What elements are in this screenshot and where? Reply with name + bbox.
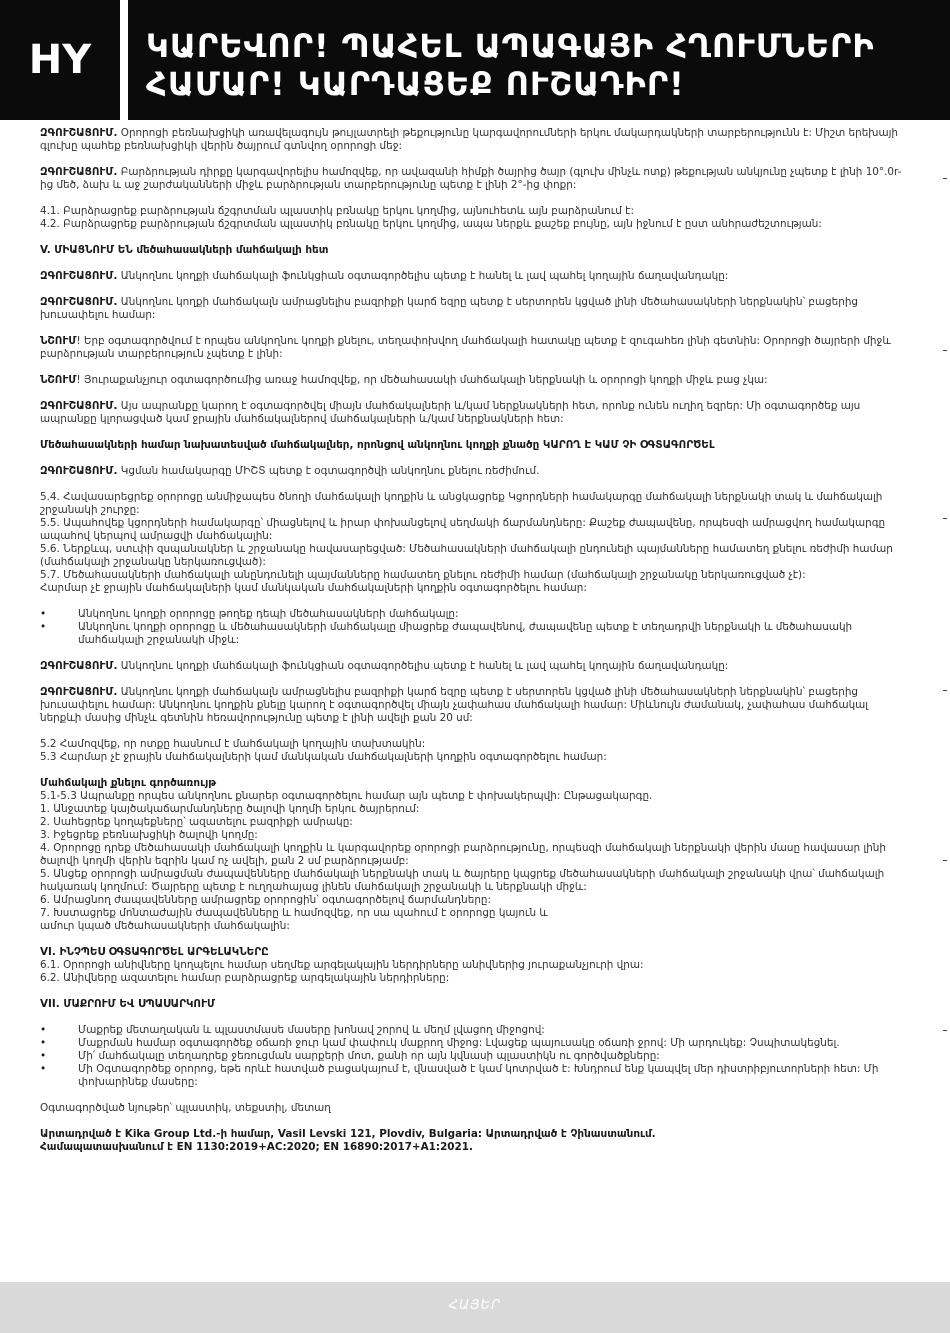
edge-tick xyxy=(943,690,947,691)
warning-paragraph xyxy=(40,686,912,725)
brake-step: 6.2. Անիվները ազատելու համար բարձրացրեք արգելակային ներդիրները: xyxy=(40,972,450,984)
note-text: ! Յուրաքանչյուր օգտագործումից առաջ համոզվեք, որ մեծահասակի մահճակալի ներքնակի և օրորոցի կողքի միջև բաց չկա: xyxy=(76,374,768,386)
warning-label: ԶԳՈՒՇԱՑՈՒՄ. xyxy=(40,270,118,282)
step-5-2: 5.2 Համոզվեք, որ ոտքը հասնում է մահճակալի կողային տախտակին: xyxy=(40,738,426,750)
procedure-step: 3. Իջեցրեք բեռնախցիկի ծալովի կողմը: xyxy=(40,829,258,841)
page-footer xyxy=(0,1282,950,1333)
title-box xyxy=(128,0,950,120)
manufacturer-line: Արտադրված է Kika Group Ltd.-ի համար, Vasil Levski 121, Plovdiv, Bulgaria: Արտադրված է Չինաստանում. xyxy=(40,1128,656,1140)
instructions-body xyxy=(40,127,912,1154)
section-vi-heading: VI. ԻՆՉՊԵՍ ՕԳՏԱԳՈՐԾԵԼ ԱՐԳԵԼԱԿՆԵՐԸ xyxy=(40,946,269,958)
warning-label: ԶԳՈՒՇԱՑՈՒՄ. xyxy=(40,465,118,477)
list-item: • Անկողնու կողքի օրորոցը և մեծահասակների մահճակալը միացրեք ժապավենով, ժապավենը պետք է տեղադրվի ներքնակի և մեծահասակի մահճակալի շրջանակի միջև: xyxy=(40,621,912,647)
step-5-6: 5.6. Ներքևպ, ստւփի զսպանակներ և շրջանակը հավասարեցված: Մեծահասակների մահճակալի ընդունելի պայմանները համատեղ քնելու ռեժիմի համար (մահճակալի շրջանակը ներկառուցված): xyxy=(40,543,893,568)
warning-text: Անկողնու կողքի մահճակալի ֆունկցիան օգտագործելիս պետք է հանել և լավ պահել կողային ճաղավանդակը: xyxy=(117,270,729,282)
procedure-step: 1. Անջատեք կայծակաճարմանդները ծալովի կողմի երկու ծայրերում: xyxy=(40,803,420,815)
warning-text: Անկողնու կողքի մահճակալի ֆունկցիան օգտագործելիս պետք է հանել և լավ պահել կողային ճաղավանդակը: xyxy=(117,660,729,672)
note-label: ՆՇՈՒՄ xyxy=(40,374,77,386)
section-v-heading: V. ՄԻԱՑՆՈՒՄ ԵՆ մեծահասակների մահճակալի հետ xyxy=(40,244,329,256)
procedure-step: 5. Անցեք օրորոցի ամրացման ժապավենները մահճակալի ներքնակի տակ և ծայրերը կպցրեք մեծահասակների մահճակալի շրջանակի վրա՝ մահճակալի հակառակ կողմում: Ծայրերը պետք է ուղղահայաց լինեն մահճակալի շրջանակի և ներքնակի միջև: xyxy=(40,868,885,893)
page-header xyxy=(0,0,950,120)
warning-text: Անկողնու կողքի մահճակալն ամրացնելիս բազրիքի կարճ եզրը պետք է սերտորեն կցված լինի մեծահասակների ներքնակին՝ բացերից խուսափելու համար: xyxy=(40,296,858,321)
warning-paragraph xyxy=(40,400,912,426)
bedside-bullets xyxy=(40,608,912,647)
step-4-2: 4.2. Բարձրացրեք բարձրության ճշգրտման պլաստիկ բռնակը երկու կողմից, ապա ներքև քաշեք բույնը, այն իջնում է ըստ անհրաժեշտության: xyxy=(40,218,822,230)
warning-paragraph xyxy=(40,660,912,673)
warning-paragraph xyxy=(40,127,912,153)
list-item: • Մաքրման համար օգտագործեք օճառի ջուր կամ փափուկ մաքրող միջոց: Լվացեք պայուսակը օճառի ջրով: Մի արդուկեք: Չսպիտակեցնել. xyxy=(40,1037,912,1050)
warning-text: Բարձրության դիրքը կարգավորելիս համոզվեք, որ ավազանի հիմքի ծայրից ծայր (գլուխ մինչև ոտք) թեքության անկյունը չպետք է լինի 10°.0r-ից մեծ, ձախ և աջ շարժականների միջև բարձրության տարբերությունը պետք է լինի 2°-ից փոքր: xyxy=(40,166,902,191)
procedure-step: 6. Ամրացնող ժապավենները ամրացրեք օրորոցին՝ օգտագործելով ճարմանդները: xyxy=(40,894,492,906)
procedure-heading: Մահճակալի քնելու գործառույթ xyxy=(40,777,217,789)
unsuitable-note: Հարմար չէ ջրային մահճակալների կամ մանկական մահճակալների կողքին օգտագործելու համար: xyxy=(40,582,587,594)
list-item: • Մաքրեք մետաղական և պլաստմասե մասերը խոնավ շորով և մեղմ լվացող միջոցով: xyxy=(40,1024,912,1037)
warning-label: ԶԳՈՒՇԱՑՈՒՄ. xyxy=(40,296,118,308)
edge-tick xyxy=(943,860,947,861)
warning-label: ԶԳՈՒՇԱՑՈՒՄ. xyxy=(40,686,118,698)
warning-paragraph xyxy=(40,465,912,478)
procedure-step: 7. Խստացրեք մոնտաժային ժապավենները և համոզվեք, որ սա պահում է օրորոցը կայուն և xyxy=(40,907,548,919)
warning-text: Օրորոցի բեռնախցիկի առավելագույն թույլատրելի թեքությունը կարգավորումների երկու մակարդակների տարբերությունն է: Միշտ երեխայի գլուխը պահեք բեռնախցիկի վերին ծայրում գտնվող օրորոցի մեջ: xyxy=(40,127,899,152)
language-code: HY xyxy=(28,37,92,83)
adult-beds-subheading: Մեծահասակների համար նախատեսված մահճակալներ, որոնցով անկողնու կողքի քնածը ԿԱՐՈՂ Է ԿԱՄ ՉԻ ՕԳՏԱԳՈՐԾԵԼ xyxy=(40,439,715,451)
section-vii-heading: VII. ՄԱՔՐՈՒՄ ԵՎ ՍՊԱՍԱՐԿՈՒՄ xyxy=(40,998,216,1010)
warning-text: Այս ապրանքը կարող է օգտագործվել միայն մահճակալների և/կամ ներքնակների հետ, որոնք ունեն ուղիղ եզրեր: Մի օգտագործեք այս ապրանքը կլորացված կամ ջրային մահճակալներով մահճակալների և/կամ ներքնակների հետ: xyxy=(40,400,861,425)
list-item: • Մի՛ մահճակալը տեղադրեք ջեռուցման սարքերի մոտ, քանի որ այն կվնասի պլաստիկն ու գործվածքները: xyxy=(40,1050,912,1063)
procedure-step: 2. Սահեցրեք կողպեքները՝ ազատելու բազրիքի ամրակը: xyxy=(40,816,353,828)
step-4-1: 4.1. Բարձրացրեք բարձրության ճշգրտման պլաստիկ բռնակը երկու կողմից, այնուհետև այն բարձրանում է: xyxy=(40,205,635,217)
edge-tick xyxy=(943,350,947,351)
step-5-5: 5.5. Ապահովեք կցորդների համակարգը՝ միացնելով և իրար փոխանցելով սեղմակի ճարմանդները: Քաշեք ժապավենը, որպեսզի ամրացվող համակարգը ապահով կերպով ամրացվի մահճակալին: xyxy=(40,517,886,542)
warning-paragraph xyxy=(40,296,912,322)
warning-label: ԶԳՈՒՇԱՑՈՒՄ. xyxy=(40,660,118,672)
procedure-step: ամուր կպած մեծահասակների մահճակալին: xyxy=(40,920,290,932)
edge-tick xyxy=(943,178,947,179)
warning-label: ԶԳՈՒՇԱՑՈՒՄ. xyxy=(40,400,118,412)
edge-tick xyxy=(943,1030,947,1031)
title-line-1: ԿԱՐԵՎՈՐ! ՊԱՀԵԼ ԱՊԱԳԱՅԻ ՀՂՈՒՄՆԵՐԻ xyxy=(146,27,875,65)
procedure-step: 4. Օրորոցը դրեք մեծահասակի մահճակալի կողքին և կարգավորեք օրորոցի բարձրությունը, որպեսզի մահճակալի ներքնակի վերին մասը հավասար լինի ծալովի կողմի վերին եզրին կամ ոչ ավելի, քան 2 սմ բարձրությամբ: xyxy=(40,842,886,867)
list-item: • Մի Օգտագործեք օրորոց, եթե որևէ հատված բացակայում է, վնասված է կամ կոտրված է: Խնդրում ենք կապվել մեր դիստրիբյուտորների հետ: Մի փոխարինեք մասերը: xyxy=(40,1063,912,1089)
language-code-box xyxy=(0,0,120,120)
warning-label: ԶԳՈՒՇԱՑՈՒՄ. xyxy=(40,127,118,139)
warning-paragraph xyxy=(40,166,912,192)
note-paragraph xyxy=(40,335,912,361)
step-5-4: 5.4. Հավասարեցրեք օրորոցը անմիջապես ծնողի մահճակալի կողքին և անցկացրեք Կցորդների համակարգը մահճակալի ներքնակի տակ և մահճակալի շրջանակի շուրջը: xyxy=(40,491,883,516)
step-5-7: 5.7. Մեծահասակների մահճակալի անընդունելի պայմանները համատեղ քնելու ռեժիմի համար (մահճակալի շրջանակը ներկառուցված չէ): xyxy=(40,569,806,581)
note-label: ՆՇՈՒՄ xyxy=(40,335,77,347)
step-5-3: 5.3 Հարմար չէ ջրային մահճակալների կամ մանկական մահճակալների կողքին օգտագործելու համար: xyxy=(40,751,607,763)
compliance-line: Համապատասխանում է EN 1130:2019+AC:2020; EN 16890:2017+A1:2021. xyxy=(40,1141,473,1153)
title-line-2: ՀԱՄԱՐ! ԿԱՐԴԱՑԵՔ ՈՒՇԱԴԻՐ! xyxy=(146,65,685,103)
edge-tick xyxy=(943,518,947,519)
list-item: • Անկողնու կողքի օրորոցը թողեք դեպի մեծահասակների մահճակալը: xyxy=(40,608,912,621)
warning-label: ԶԳՈՒՇԱՑՈՒՄ. xyxy=(40,166,118,178)
cleaning-bullets xyxy=(40,1024,912,1089)
footer-language-label: ՀԱՅԵՐ xyxy=(448,1298,502,1313)
note-text: ! Երբ օգտագործվում է որպես անկողնու կողքի քնելու, տեղափոխվող մահճակալի հատակը պետք է զուգահեռ լինի գետնին: Օրորոցի ծայրերի միջև բարձրության տարբերություն չպետք է լինի: xyxy=(40,335,891,360)
warning-text: Կցման համակարգը ՄԻՇՏ պետք է օգտագործվի անկողնու քնելու ռեժիմում. xyxy=(117,465,540,477)
warning-text: Անկողնու կողքի մահճակալն ամրացնելիս բազրիքի կարճ եզրը պետք է սերտորեն կցված լինի մեծահասակների ներքնակին՝ բացերից խուսափելու համար: Անկողնու կողքին քնելը կարող է օգտագործվել միայն չափահաս մահճակալի համար: Միևնույն ժամանակ, չափահաս մահճակալ ներքևի մասից մինչև գետնին հեռավորությունը պետք է լինի ավելի քան 20 սմ: xyxy=(40,686,869,724)
warning-paragraph xyxy=(40,270,912,283)
brake-step: 6.1. Օրորոցի անիվները կողպելու համար սեղմեք արգելակային ներդիրները անիվներից յուրաքանչյուրի վրա: xyxy=(40,959,644,971)
note-paragraph xyxy=(40,374,912,387)
materials-line: Օգտագործված նյութեր՝ պլաստիկ, տեքստիլ, մետաղ xyxy=(40,1102,331,1114)
procedure-intro: 5.1-5.3 Ապրանքը որպես անկողնու քնարեր օգտագործելու համար այն պետք է փոխակերպվի: Ընթացակարգը. xyxy=(40,790,653,802)
